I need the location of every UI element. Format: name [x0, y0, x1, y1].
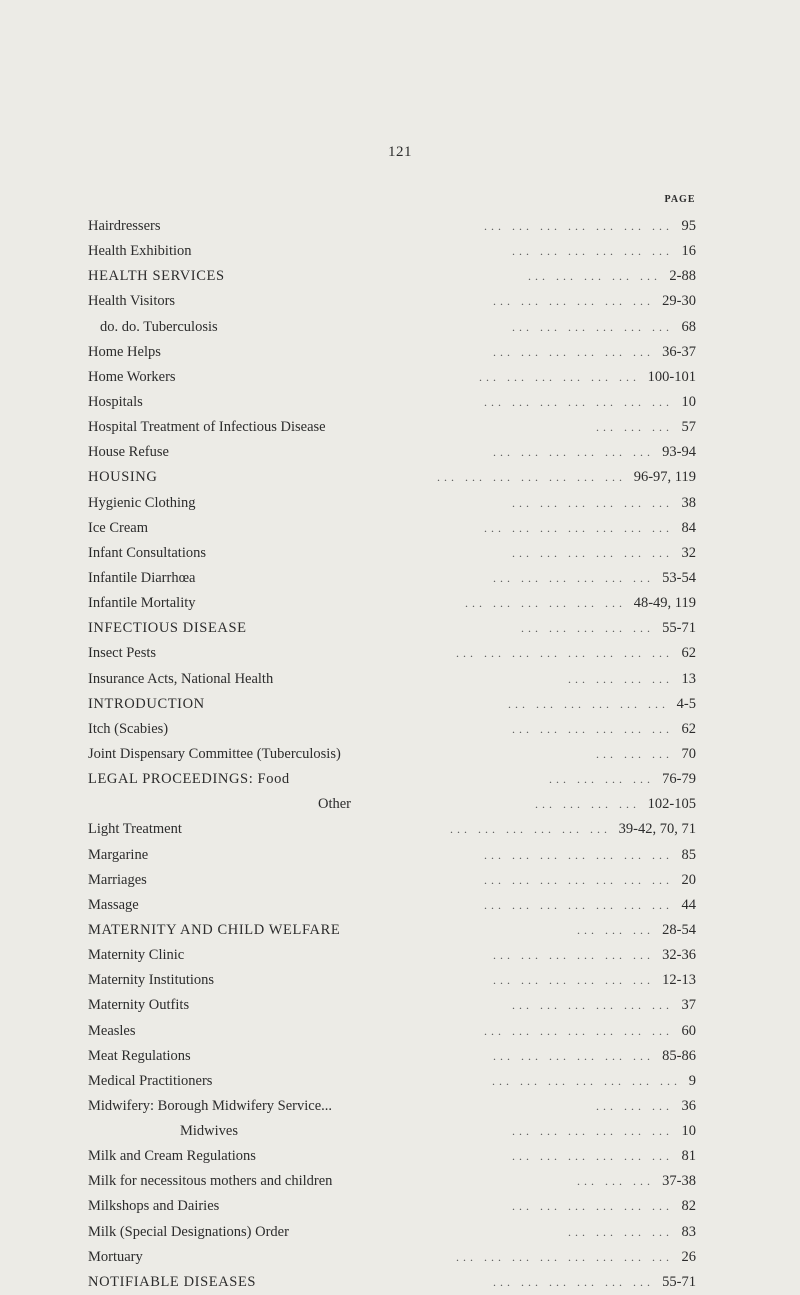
index-entry-page: 55-71 [662, 1273, 696, 1290]
leader-dots: ... ... ... ... ... ... [512, 545, 673, 560]
leader-dots: ... ... ... ... ... ... ... [484, 219, 673, 233]
leader-dots: ... ... ... ... ... ... ... [484, 872, 673, 887]
index-entry-page: 95 [681, 218, 696, 234]
leader-dots: ... ... ... ... ... ... [512, 1199, 673, 1214]
index-entry-page: 4-5 [676, 695, 696, 712]
index-entry-label: Maternity Clinic [88, 947, 185, 964]
leader-dots: ... ... ... ... ... ... ... [484, 1023, 673, 1038]
index-entry-page: 29-30 [662, 293, 696, 310]
index-entry-label: Infant Consultations [88, 544, 207, 561]
index-entry [88, 239, 708, 264]
index-entry-label: Midwifery: Borough Midwifery Service... [88, 1097, 333, 1114]
leader-dots: ... ... ... ... ... ... [512, 998, 673, 1013]
index-entry [88, 1270, 708, 1295]
index-entry-label: Infantile Diarrhœa [88, 569, 196, 586]
index-entry-page: 37-38 [662, 1173, 696, 1190]
index-entry-label: Measles [88, 1022, 136, 1039]
index-entry-page: 82 [681, 1198, 696, 1215]
leader-dots: ... ... ... ... ... ... ... [492, 1073, 681, 1088]
index-entry-page: 70 [681, 745, 696, 762]
index-entry [88, 340, 708, 365]
leader-dots: ... ... ... ... ... ... [493, 344, 654, 359]
index-entry [88, 817, 708, 842]
index-entry-label: Itch (Scabies) [88, 720, 169, 737]
leader-dots: ... ... ... ... ... ... ... ... [456, 1249, 673, 1264]
leader-dots: ... ... ... ... ... ... [493, 294, 654, 309]
leader-dots: ... ... ... ... ... ... [493, 1274, 654, 1289]
index-entry [88, 767, 708, 792]
index-entry-page: 12-13 [662, 972, 696, 989]
index-entry-label: Meat Regulations [88, 1047, 191, 1064]
index-entry-label: HOUSING [88, 469, 158, 486]
index-entry-page: 93-94 [662, 444, 696, 461]
index-entry-page: 32-36 [662, 947, 696, 964]
index-entry-page: 83 [681, 1223, 696, 1240]
index-entry [88, 1094, 708, 1119]
index-entry [88, 440, 708, 465]
index-entry-label: Milk (Special Designations) Order [88, 1223, 289, 1240]
leader-dots: ... ... ... ... ... ... [493, 973, 654, 988]
index-entry [88, 264, 708, 289]
index-entry-page: 16 [681, 243, 696, 260]
index-entry [88, 415, 708, 440]
leader-dots: ... ... ... ... ... ... [493, 570, 654, 585]
index-entry-label: INTRODUCTION [88, 695, 205, 712]
index-entry-page: 36 [681, 1097, 696, 1114]
leader-dots: ... ... ... [577, 1174, 654, 1189]
index-entry [88, 1069, 708, 1094]
index-entry-label: Marriages [88, 871, 147, 888]
index-entry-page: 76-79 [662, 771, 696, 788]
index-entry-page: 100-101 [647, 368, 696, 385]
index-entry [88, 1144, 708, 1169]
index-entry [88, 365, 708, 390]
index-entry-page: 85-86 [662, 1047, 696, 1064]
index-entry-label: Joint Dispensary Committee (Tuberculosis) [88, 745, 341, 762]
index-entry [88, 591, 708, 616]
leader-dots: ... ... ... ... [535, 797, 640, 812]
index-entry-page: 55-71 [662, 620, 696, 637]
index-entry-label: Hairdressers [88, 218, 161, 234]
index-entry [88, 390, 708, 415]
index-entry [88, 843, 708, 868]
leader-dots: ... ... ... ... ... ... [512, 319, 673, 334]
leader-dots: ... ... ... ... ... [528, 269, 661, 284]
index-entry-page: 44 [681, 896, 696, 913]
leader-dots: ... ... ... ... ... ... ... [484, 897, 673, 912]
leader-dots: ... ... ... ... ... ... [479, 369, 640, 384]
index-entry [88, 641, 708, 666]
index-entry-page: 62 [681, 720, 696, 737]
index-entry-label: INFECTIOUS DISEASE [88, 620, 247, 637]
index-entry [88, 616, 708, 641]
index-entry [88, 918, 708, 943]
index-entry-page: 20 [681, 871, 696, 888]
index-entry-label: Infantile Mortality [88, 595, 196, 612]
index-entry-page: 32 [681, 544, 696, 561]
index-entry-page: 102-105 [647, 796, 696, 813]
leader-dots: ... ... ... [596, 746, 673, 761]
index-entry-label: Massage [88, 896, 139, 913]
index-entry-page: 48-49, 119 [633, 595, 696, 612]
index-entry-label: Medical Practitioners [88, 1072, 213, 1089]
index-entry [88, 742, 708, 767]
leader-dots: ... ... ... ... [549, 772, 654, 787]
index-entry-label: Hygienic Clothing [88, 494, 196, 511]
index-entry-label: Maternity Institutions [88, 972, 215, 989]
leader-dots: ... ... ... ... ... ... [512, 1124, 673, 1139]
index-entry-label: HEALTH SERVICES [88, 268, 225, 285]
leader-dots: ... ... ... ... [568, 671, 673, 686]
index-entry-label: Insect Pests [88, 645, 157, 662]
leader-dots: ... ... ... ... ... ... [512, 244, 673, 259]
leader-dots: ... ... ... ... ... ... ... [484, 520, 673, 535]
leader-dots: ... ... ... ... ... ... [493, 948, 654, 963]
index-entry [88, 465, 708, 490]
index-entry [88, 566, 708, 591]
leader-dots: ... ... ... ... ... ... [512, 495, 673, 510]
page-column-header: PAGE [664, 194, 696, 205]
leader-dots: ... ... ... ... ... [521, 621, 654, 636]
index-entry-label: Ice Cream [88, 519, 148, 536]
index-entry [88, 943, 708, 968]
leader-dots: ... ... ... ... ... ... [493, 1048, 654, 1063]
leader-dots: ... ... ... ... ... ... [508, 696, 669, 711]
index-entry-label: Milk and Cream Regulations [88, 1148, 256, 1165]
index-entry [88, 315, 708, 340]
index-entry-page: 10 [681, 393, 696, 410]
leader-dots: ... ... ... ... ... ... ... ... [456, 646, 673, 661]
index-entry [88, 516, 708, 541]
index-entry [88, 667, 708, 692]
index-entry [88, 692, 708, 717]
index-entry-page: 9 [688, 1072, 696, 1089]
index-entry [88, 289, 708, 314]
index-entry-label: do. do. Tuberculosis [100, 318, 218, 335]
index-entry-page: 68 [681, 318, 696, 335]
index-entry-page: 96-97, 119 [633, 469, 696, 486]
index-entry-label: Hospital Treatment of Infectious Disease [88, 419, 326, 436]
index-entry-label: Health Visitors [88, 293, 176, 310]
index-entry-page: 26 [681, 1248, 696, 1265]
index-entry-label: Hospitals [88, 393, 143, 410]
index-entry-label: Milk for necessitous mothers and children [88, 1173, 333, 1190]
leader-dots: ... ... ... ... ... ... ... [437, 470, 626, 485]
index-entry-page: 39-42, 70, 71 [618, 821, 696, 838]
index-entry [88, 717, 708, 742]
index-entry [88, 968, 708, 993]
index-entry-page: 57 [681, 419, 696, 436]
index-entry [88, 868, 708, 893]
index-entry-label: House Refuse [88, 444, 169, 461]
index-entry [88, 1019, 708, 1044]
index-entry-label: Health Exhibition [88, 243, 192, 260]
index-entry-page: 84 [681, 519, 696, 536]
index-entry-label: Margarine [88, 846, 149, 863]
index-list [88, 214, 708, 1295]
index-entry-page: 38 [681, 494, 696, 511]
index-entry-label: Maternity Outfits [88, 997, 190, 1014]
index-entry [88, 214, 708, 239]
leader-dots: ... ... ... [596, 420, 673, 435]
index-entry-label: Mortuary [88, 1248, 143, 1265]
index-entry-page: 10 [681, 1123, 696, 1140]
index-entry-label: Midwives [180, 1123, 238, 1140]
index-entry [88, 1044, 708, 1069]
index-entry-page: 81 [681, 1148, 696, 1165]
index-entry-label: NOTIFIABLE DISEASES [88, 1273, 257, 1290]
index-entry [88, 491, 708, 516]
index-entry [88, 1245, 708, 1270]
index-entry [88, 1220, 708, 1245]
index-entry-label: Home Workers [88, 368, 176, 385]
index-entry-label: Other [318, 796, 352, 813]
index-entry-page: 36-37 [662, 343, 696, 360]
index-entry [88, 541, 708, 566]
page-number: 121 [388, 144, 412, 160]
leader-dots: ... ... ... ... ... ... ... [484, 394, 673, 409]
index-entry [88, 1119, 708, 1144]
index-entry-label: Insurance Acts, National Health [88, 670, 274, 687]
index-entry-label: LEGAL PROCEEDINGS: Food [88, 771, 290, 788]
index-entry [88, 893, 708, 918]
index-entry [88, 1194, 708, 1219]
leader-dots: ... ... ... [577, 922, 654, 937]
index-entry [88, 792, 708, 817]
index-entry-page: 60 [681, 1022, 696, 1039]
index-entry-page: 13 [681, 670, 696, 687]
leader-dots: ... ... ... ... ... ... [465, 596, 626, 611]
leader-dots: ... ... ... ... ... ... ... [484, 847, 673, 862]
index-entry-page: 85 [681, 846, 696, 863]
index-entry-label: Milkshops and Dairies [88, 1198, 220, 1215]
index-entry-label: Light Treatment [88, 821, 182, 838]
index-entry [88, 993, 708, 1018]
leader-dots: ... ... ... ... ... ... [493, 445, 654, 460]
index-entry-page: 37 [681, 997, 696, 1014]
index-entry-page: 28-54 [662, 921, 696, 938]
leader-dots: ... ... ... ... ... ... [512, 721, 673, 736]
index-entry-label: MATERNITY AND CHILD WELFARE [88, 921, 341, 938]
index-entry [88, 1169, 708, 1194]
index-entry-page: 53-54 [662, 569, 696, 586]
leader-dots: ... ... ... ... ... ... [450, 822, 611, 837]
leader-dots: ... ... ... ... [568, 1224, 673, 1239]
index-entry-page: 2-88 [669, 268, 696, 285]
leader-dots: ... ... ... [596, 1098, 673, 1113]
index-entry-label: Home Helps [88, 343, 161, 360]
leader-dots: ... ... ... ... ... ... [512, 1149, 673, 1164]
index-entry-page: 62 [681, 645, 696, 662]
